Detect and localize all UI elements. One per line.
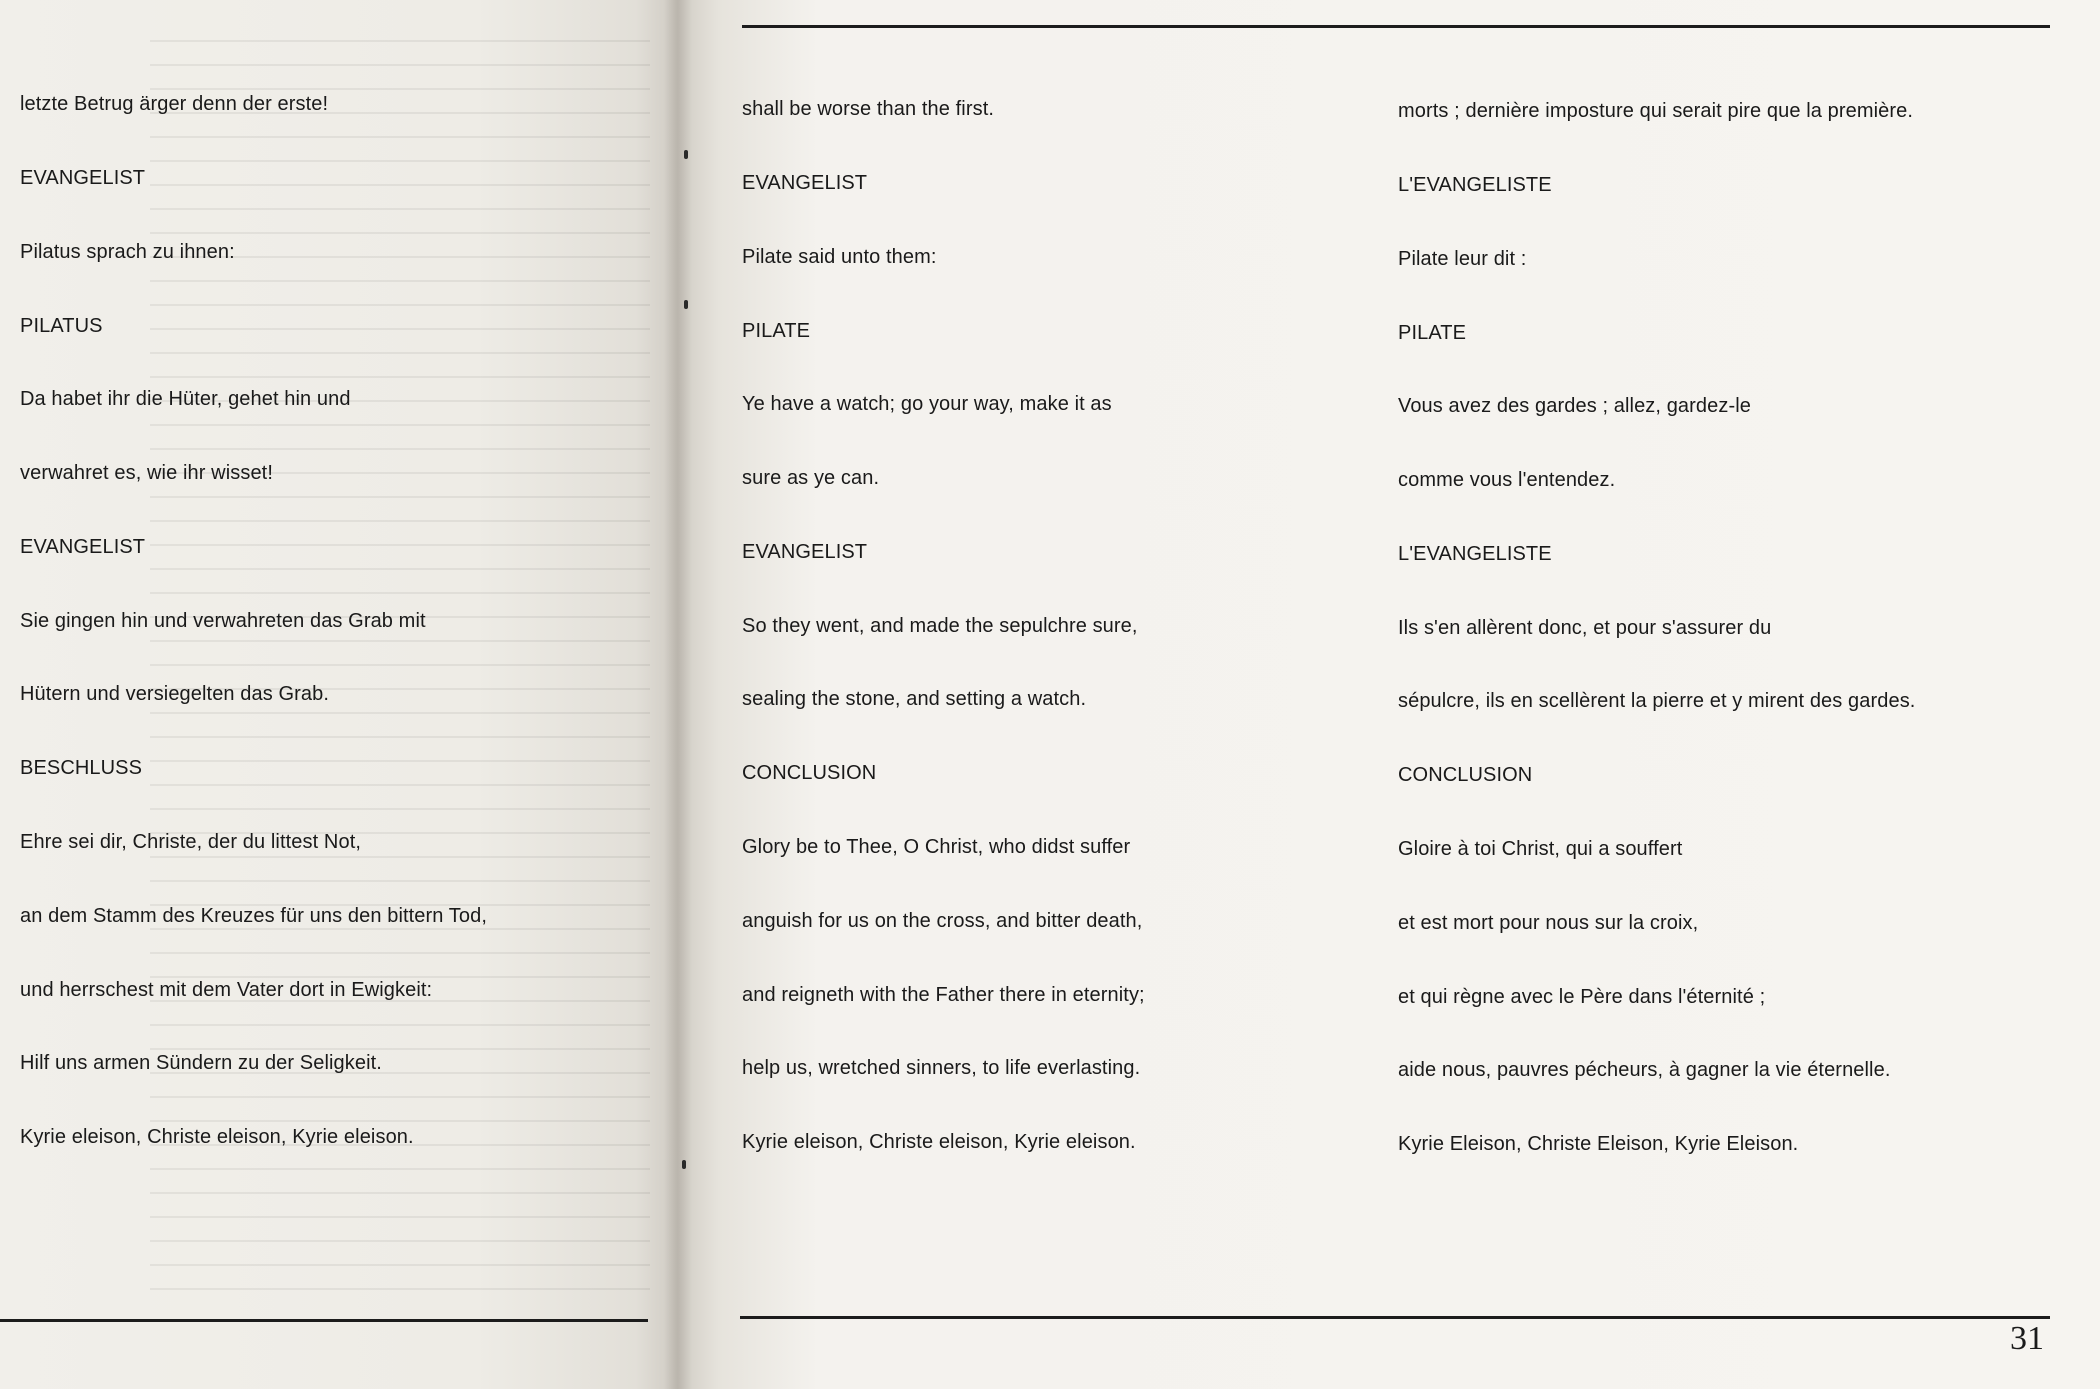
german-line: EVANGELIST	[20, 535, 146, 558]
french-line: sépulcre, ils en scellèrent la pierre et y mirent des gardes.	[1398, 690, 1916, 713]
margin-mark	[684, 300, 688, 309]
german-line: Hilf uns armen Sündern zu der Seligkeit.	[20, 1052, 382, 1075]
french-line: morts ; dernière imposture qui serait pire que la première.	[1398, 100, 1914, 123]
german-text-column	[20, 43, 487, 1174]
french-line: L'EVANGELISTE	[1398, 173, 1552, 196]
english-line: and reigneth with the Father there in eternity;	[742, 983, 1145, 1006]
english-line: Pilate said unto them:	[742, 245, 937, 268]
english-line: sure as ye can.	[742, 467, 880, 490]
german-line: Sie gingen hin und verwahreten das Grab mit	[20, 609, 426, 632]
page-number: 31	[2010, 1320, 2044, 1357]
french-line: aide nous, pauvres pécheurs, à gagner la vie éternelle.	[1398, 1059, 1891, 1082]
english-line: So they went, and made the sepulchre sure,	[742, 614, 1138, 637]
french-line: Ils s'en allèrent donc, et pour s'assurer du	[1398, 616, 1772, 639]
french-line: Kyrie Eleison, Christe Eleison, Kyrie Eleison.	[1398, 1133, 1799, 1156]
german-line: an dem Stamm des Kreuzes für uns den bittern Tod,	[20, 904, 487, 927]
english-line: Glory be to Thee, O Christ, who didst suffer	[742, 836, 1131, 858]
german-line: Da habet ihr die Hüter, gehet hin und	[20, 388, 351, 411]
french-line: Gloire à toi Christ, qui a souffert	[1398, 838, 1683, 860]
french-line: L'EVANGELISTE	[1398, 542, 1552, 565]
french-line: Pilate leur dit :	[1398, 247, 1527, 270]
german-line: Ehre sei dir, Christe, der du littest Not,	[20, 831, 362, 853]
german-line: EVANGELIST	[20, 166, 146, 189]
english-line: PILATE	[742, 319, 811, 342]
french-text-column	[1398, 50, 1915, 1181]
english-line: sealing the stone, and setting a watch.	[742, 688, 1087, 711]
german-line: letzte Betrug ärger denn der erste!	[20, 93, 329, 116]
french-line: CONCLUSION	[1398, 764, 1533, 787]
english-line: EVANGELIST	[742, 171, 868, 194]
english-line: Kyrie eleison, Christe eleison, Kyrie eleison.	[742, 1131, 1136, 1154]
english-line: EVANGELIST	[742, 540, 868, 563]
french-line: et qui règne avec le Père dans l'éternité ;	[1398, 985, 1766, 1008]
margin-mark	[684, 150, 688, 159]
english-line: shall be worse than the first.	[742, 98, 995, 121]
english-text-column	[742, 48, 1145, 1179]
german-line: Kyrie eleison, Christe eleison, Kyrie eleison.	[20, 1126, 414, 1149]
right-top-rule	[742, 25, 2050, 28]
margin-mark	[682, 1160, 686, 1169]
english-line: anguish for us on the cross, and bitter death,	[742, 909, 1143, 932]
english-line: Ye have a watch; go your way, make it as	[742, 393, 1112, 416]
french-line: et est mort pour nous sur la croix,	[1398, 911, 1699, 934]
german-line: PILATUS	[20, 314, 103, 337]
german-line: und herrschest mit dem Vater dort in Ewigkeit:	[20, 978, 433, 1001]
french-line: comme vous l'entendez.	[1398, 469, 1616, 492]
english-line: CONCLUSION	[742, 762, 877, 785]
french-line: PILATE	[1398, 321, 1467, 344]
left-bottom-rule	[0, 1319, 648, 1322]
book-gutter	[664, 0, 692, 1389]
french-line: Vous avez des gardes ; allez, gardez-le	[1398, 395, 1751, 418]
german-line: verwahret es, wie ihr wisset!	[20, 462, 273, 485]
german-line: Hütern und versiegelten das Grab.	[20, 683, 330, 706]
english-line: help us, wretched sinners, to life everlasting.	[742, 1057, 1141, 1080]
german-line: BESCHLUSS	[20, 757, 143, 780]
german-line: Pilatus sprach zu ihnen:	[20, 240, 235, 263]
right-bottom-rule	[740, 1316, 2050, 1319]
